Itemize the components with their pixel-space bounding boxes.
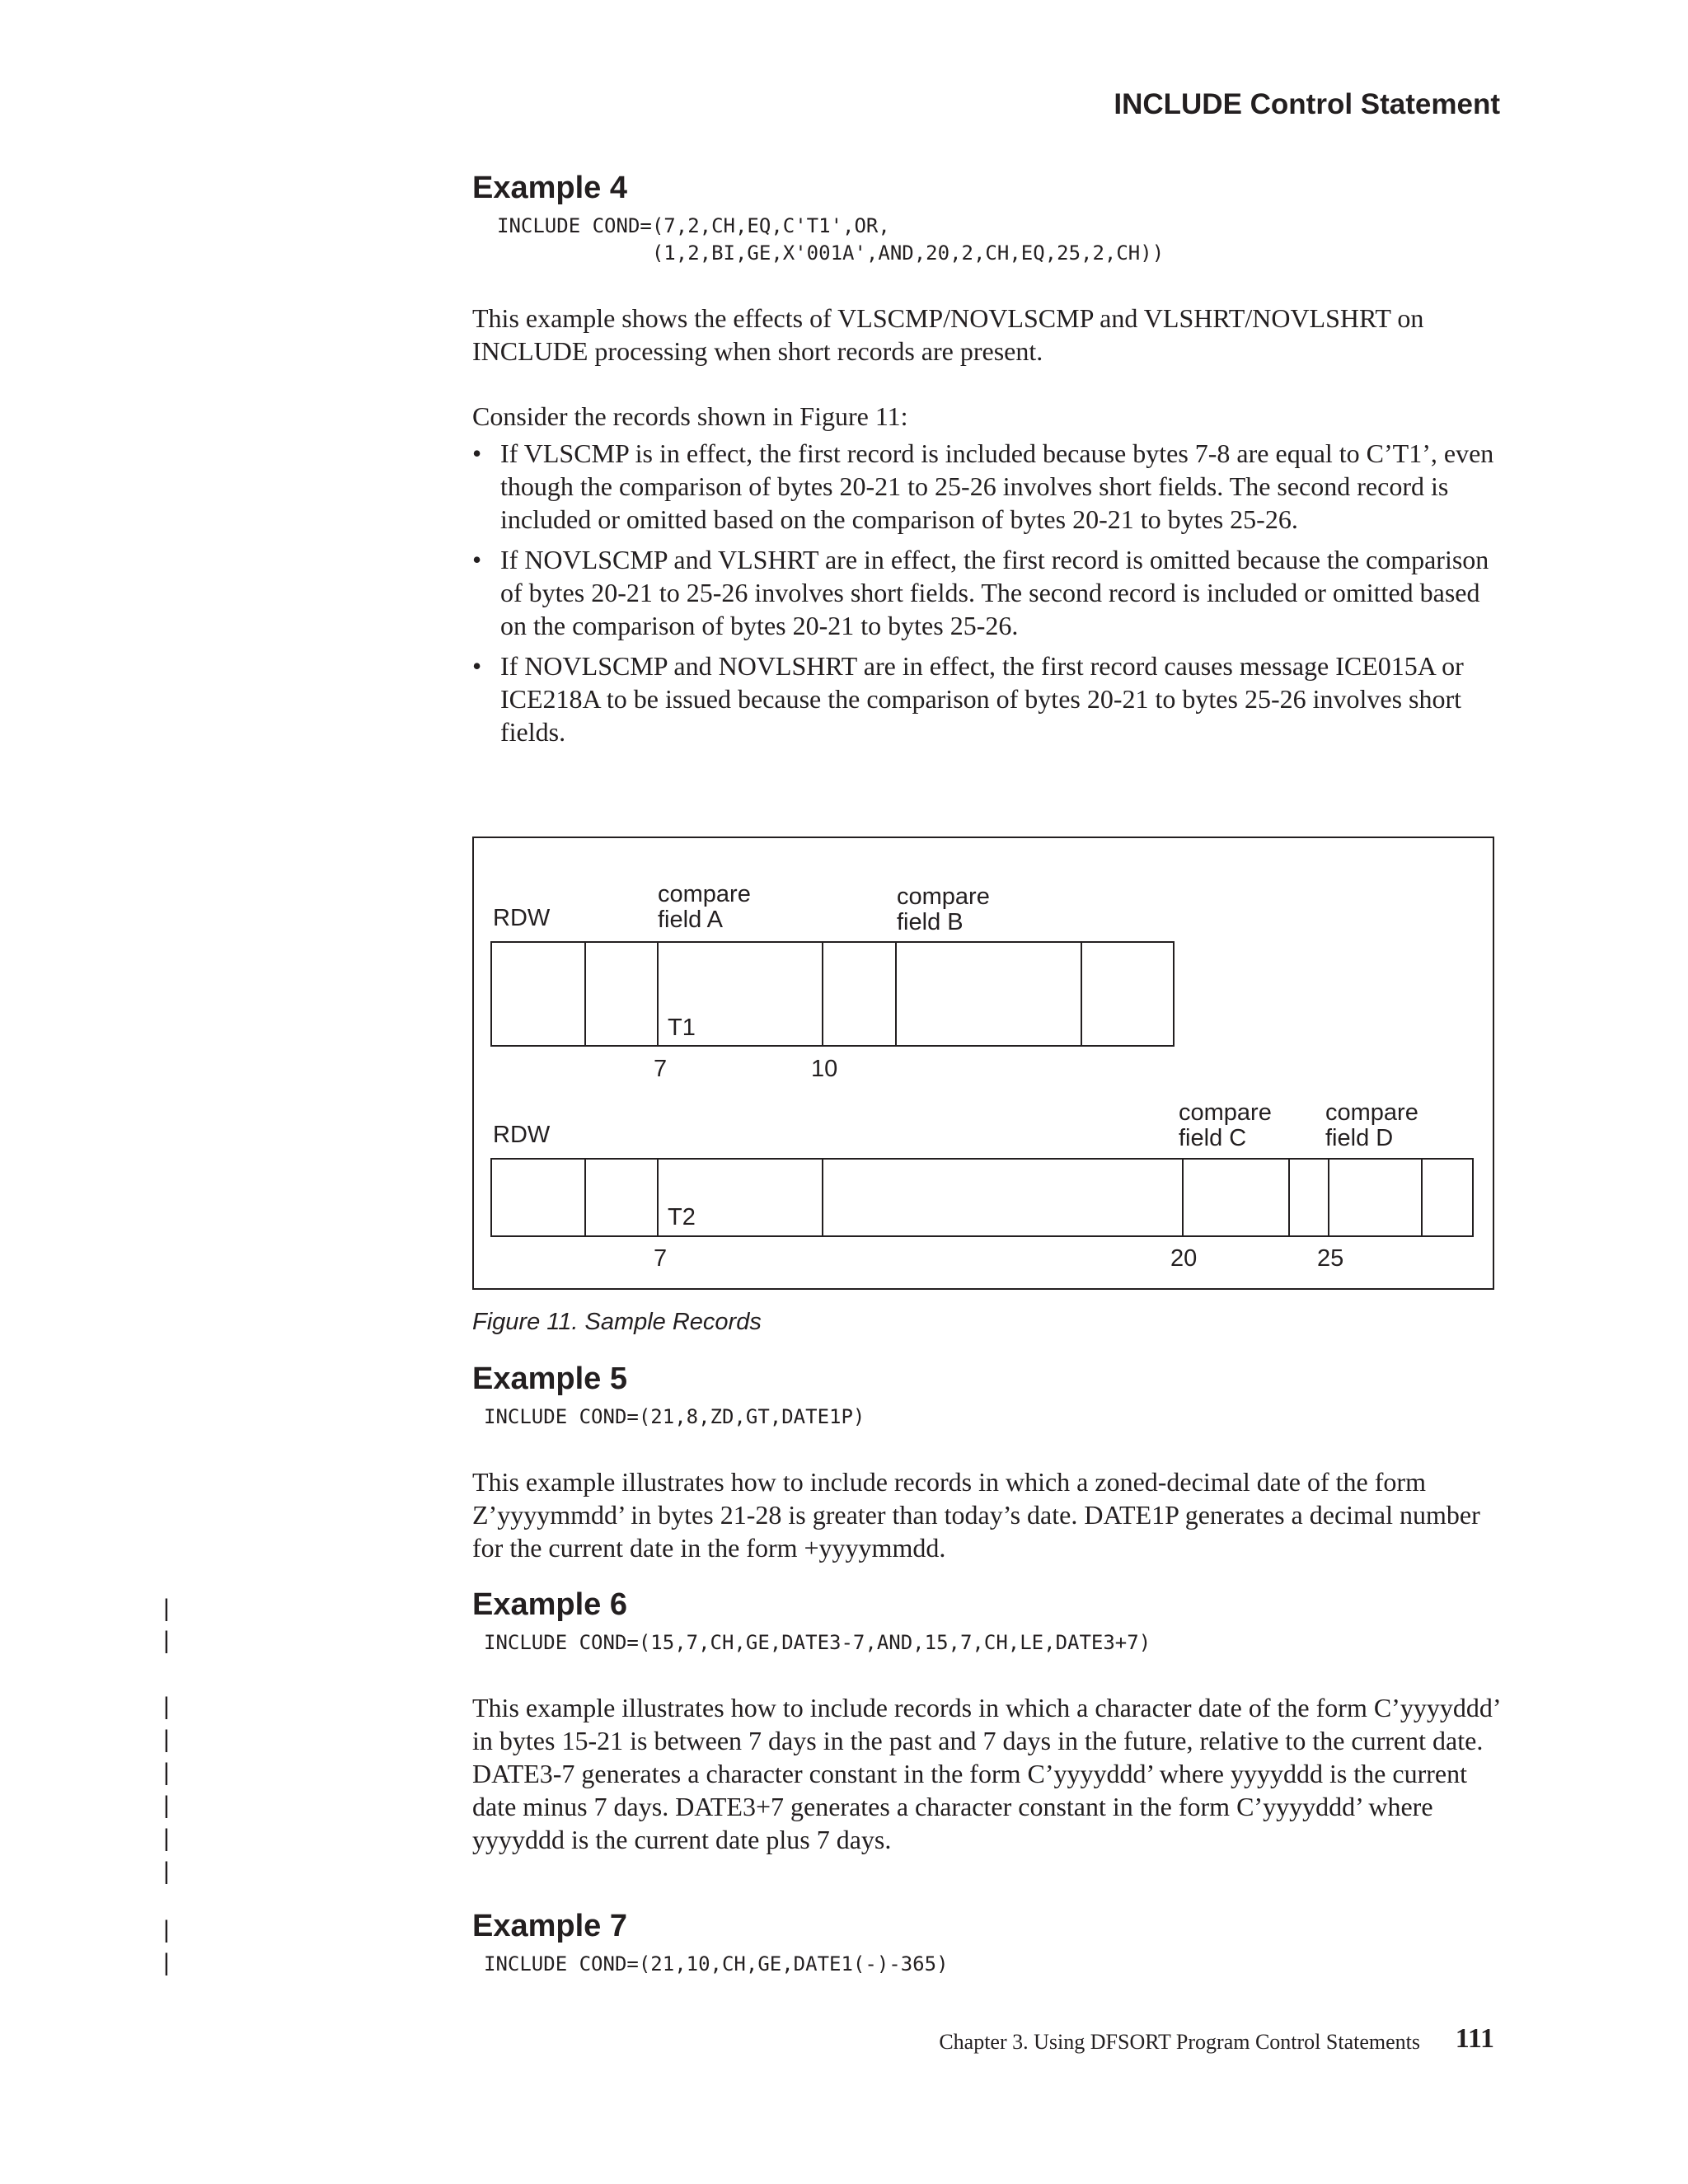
footer-chapter: Chapter 3. Using DFSORT Program Control Statements — [939, 2030, 1420, 2054]
sample-records-figure — [472, 837, 1494, 1290]
record-2 — [490, 1158, 1474, 1237]
example-7-code: INCLUDE COND=(21,10,CH,GE,DATE1(-)-365) — [484, 1952, 949, 1975]
change-bar: | — [163, 1595, 170, 1622]
record-1-value: T1 — [668, 1015, 696, 1041]
rdw-label: RDW — [493, 905, 551, 931]
example-4-heading: Example 4 — [472, 171, 627, 205]
vlscmp-bullet-list — [472, 437, 1503, 756]
compare-field-b-label: compare field B — [897, 883, 990, 935]
change-bar: | — [163, 1627, 170, 1654]
example-7-heading: Example 7 — [472, 1909, 627, 1943]
example-6-heading: Example 6 — [472, 1587, 627, 1622]
figure-caption: Figure 11. Sample Records — [472, 1309, 762, 1335]
example-4-paragraph: This example shows the effects of VLSCMP/NOVLSCMP and VLSHRT/NOVLSHRT on INCLUDE processing when short records are present. — [472, 303, 1424, 366]
compare-field-d-label: compare field D — [1325, 1099, 1418, 1151]
change-bar: | — [163, 1726, 170, 1753]
example-6-paragraph: This example illustrates how to include records in which a character date of the form C’yyyyddd’ in bytes 15-21 is between 7 days in the past and 7 days in the future, relative to the current date. DATE3-7 generates a character constant in the form C’yyyyddd’ where yyyyddd is the current date minus 7 days. DATE3+7 generates a character constant in the form C’yyyyddd’ where yyyyddd is the current date plus 7 days. — [472, 1693, 1500, 1854]
record-2-position-7: 7 — [654, 1245, 668, 1272]
change-bar: | — [163, 1916, 170, 1943]
change-bar: | — [163, 1858, 170, 1885]
bullet-item: • If NOVLSCMP and NOVLSHRT are in effect, the first record causes message ICE015A or ICE218A to be issued because the comparison of bytes 20-21 to bytes 25-26 involves short fields. — [472, 649, 1503, 748]
example-4-code: INCLUDE COND=(7,2,CH,EQ,C'T1',OR, (1,2,BI,GE,X'001A',AND,20,2,CH,EQ,25,2,CH)) — [497, 214, 1165, 265]
example-5-code: INCLUDE COND=(21,8,ZD,GT,DATE1P) — [484, 1405, 865, 1428]
record-2-position-20: 20 — [1170, 1245, 1198, 1272]
record-2-position-25: 25 — [1317, 1245, 1344, 1272]
record-1 — [490, 941, 1175, 1047]
change-bar: | — [163, 1825, 170, 1852]
example-4-intro: Consider the records shown in Figure 11: — [472, 401, 908, 431]
compare-field-c-label: compare field C — [1179, 1099, 1272, 1151]
rdw-label: RDW — [493, 1122, 551, 1148]
change-bar: | — [163, 1693, 170, 1720]
change-bar: | — [163, 1792, 170, 1819]
example-5-paragraph: This example illustrates how to include records in which a zoned-decimal date of the form Z’yyyymmdd’ in bytes 21-28 is greater than today’s date. DATE1P generates a decimal number for the current date in the form +yyyymmdd. — [472, 1467, 1480, 1563]
example-6-code: INCLUDE COND=(15,7,CH,GE,DATE3-7,AND,15,7,CH,LE,DATE3+7) — [484, 1631, 1151, 1654]
compare-field-a-label: compare field A — [658, 881, 751, 933]
example-5-heading: Example 5 — [472, 1361, 627, 1396]
page-number: 111 — [1455, 2023, 1494, 2054]
bullet-item: • If VLSCMP is in effect, the first record is included because bytes 7-8 are equal to C’T1’, even though the comparison of bytes 20-21 to 25-26 involves short fields. The second record is included or omitted based on the comparison of bytes 20-21 to bytes 25-26. — [472, 437, 1503, 536]
change-bar: | — [163, 1949, 170, 1976]
record-2-value: T2 — [668, 1204, 696, 1230]
record-1-position-7: 7 — [654, 1056, 668, 1082]
record-1-position-10: 10 — [811, 1056, 838, 1082]
bullet-item: • If NOVLSCMP and VLSHRT are in effect, the first record is omitted because the comparison of bytes 20-21 to 25-26 involves short fields. The second record is included or omitted based on the comparison of bytes 20-21 to bytes 25-26. — [472, 543, 1503, 642]
change-bar: | — [163, 1759, 170, 1786]
running-header: INCLUDE Control Statement — [1114, 88, 1500, 120]
